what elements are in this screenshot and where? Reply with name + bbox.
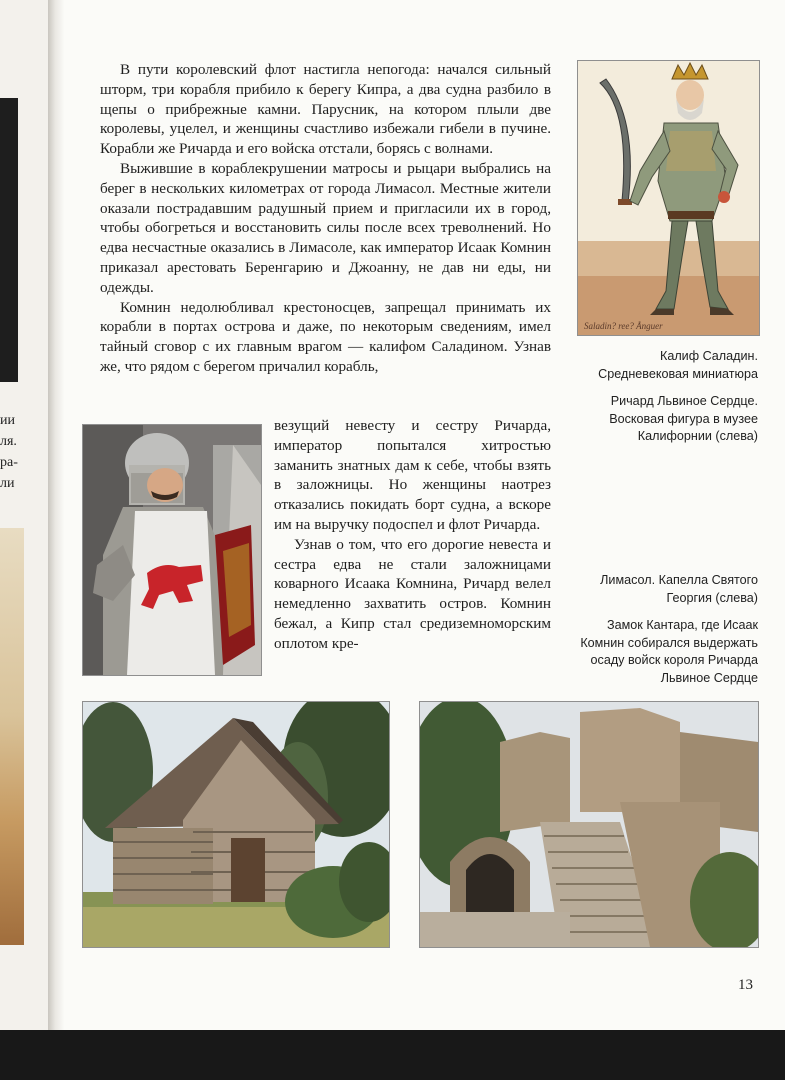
saladin-illustration (578, 61, 759, 335)
main-text-block-1 (100, 60, 551, 377)
caption-saladin: Калиф Саладин. Средневековая миниатюра (598, 349, 758, 381)
previous-page-fragment: ля. (0, 434, 17, 449)
previous-page-fragment: ли (0, 476, 15, 491)
richard-wax-figure-image (83, 425, 261, 675)
limassol-chapel-photo (82, 701, 390, 948)
miniature-inscription: Saladin? ree? Ånguer (584, 321, 663, 331)
captions-top (574, 348, 758, 456)
main-text-block-2 (274, 416, 551, 654)
saladin-miniature (577, 60, 760, 336)
paragraph: Выжившие в кораблекрушении матросы и рыцари выбрались на берег в нескольких километрах от города Лимасол. Местные жители оказали пострадавшим радушный прием и пригласили их в город, чтобы обогреться и восстановить силы после всех треволнений. Но едва несчастные оказались в Лимасоле, как император Исаак Комнин приказал арестовать Беренгарию и Джоанну, не дав ни еды, ни одежды. (100, 159, 551, 296)
previous-page-photo-strip (0, 528, 24, 945)
scan-bottom-edge (0, 1030, 785, 1080)
paragraph: В пути королевский флот настигла непогода: начался сильный шторм, три корабля прибило к берегу Кипра, а два судна разбило в щепы о прибрежные камни. Парусник, на котором плыли две королевы, уцелел, и женщины счастливо избежали гибели в пучине. Корабли же Ричарда и его войска отстали, борясь с волнами. (100, 61, 551, 158)
kantara-castle-photo (419, 701, 759, 948)
caption-chapel: Лимасол. Капелла Святого Георгия (слева) (600, 573, 758, 605)
richard-wax-figure-photo (82, 424, 262, 676)
captions-bottom (574, 572, 758, 697)
previous-page-edge (0, 0, 48, 1030)
paragraph: везущий невесту и сестру Ричарда, император попытался хитростью заманить знатных дам к себе, чтобы взять в заложницы. Но женщины наотрез отказались покидать борт судна, а вскоре им на выручку подоспел и флот Ричарда. (274, 417, 551, 533)
caption-kantara: Замок Кантара, где Исаак Комнин собирался выдержать осаду войск короля Ричарда Львиное Сердце (580, 618, 758, 685)
paragraph: Узнав о том, что его дорогие невеста и сестра едва не стали заложницами коварного Исаака Комнина, Ричард велел немедленно захватить остров. Комнин бежал, а Кипр стал средиземноморским оплотом кре- (274, 535, 551, 652)
paragraph: Комнин недолюбливал крестоносцев, запрещал принимать их корабли в портах острова и даже, по некоторым сведениям, имел тайный сговор с их главным врагом — калифом Саладином. Узнав же, что рядом с берегом причалил корабль, (100, 298, 551, 375)
page-number: 13 (738, 977, 753, 993)
book-gutter (48, 0, 64, 1030)
castle-image (420, 702, 758, 947)
previous-page-fragment: ии (0, 413, 15, 428)
chapel-image (83, 702, 389, 947)
caption-richard: Ричард Львиное Сердце. Восковая фигура в музее Калифорнии (слева) (609, 394, 758, 443)
previous-page-dark-image (0, 98, 18, 382)
previous-page-fragment: ра- (0, 455, 18, 470)
